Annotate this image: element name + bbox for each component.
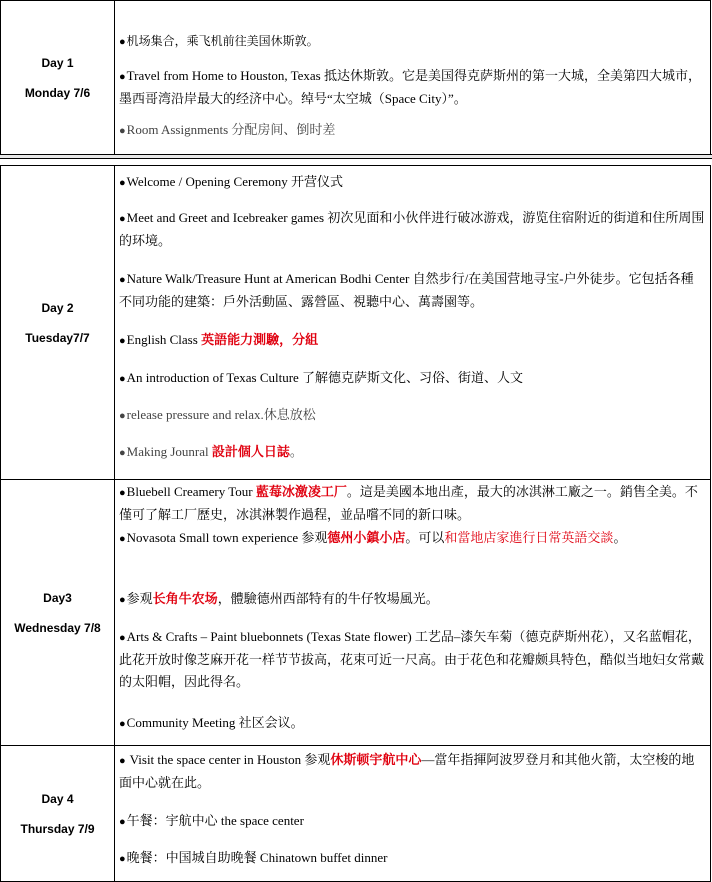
bullet-icon: ● — [119, 755, 126, 767]
bullet-icon: ● — [119, 487, 126, 499]
bullet-icon: ● — [119, 447, 126, 459]
day-cell — [1, 746, 115, 881]
bullet-icon: ● — [119, 125, 126, 137]
activity-item: ●Bluebell Creamery Tour 藍莓冰激凌工厂。這是美國本地出產，最大的冰淇淋工廠之一。銷售全美。不僅可了解工厂歷史，冰淇淋製作過程，並品嚐不同的新口味。 — [119, 484, 698, 522]
day-date: Tuesday7/7 — [25, 330, 90, 345]
bullet-icon: ● — [119, 213, 126, 225]
day-label: Day 1 — [41, 55, 74, 70]
activity-item: ●Arts & Crafts – Paint bluebonnets (Texas State flower) 工艺品–漆矢车菊（德克萨斯州花），又名蓝帽花，此花开放时像芝麻开花一样节节拔高，花束可近一尺高。由于花色和花瓣颇具特色，酷似当地妇女常戴的太阳帽，因此得名。 — [119, 629, 705, 689]
activity-item: ●Travel from Home to Houston, Texas 抵达休斯敦。它是美国得克萨斯州的第一大城，全美第四大城市，墨西哥湾沿岸最大的经济中心。绰号“太空城（Space City）”。 — [119, 68, 701, 106]
activity-item: ●Meet and Greet and Icebreaker games 初次见面和小伙伴进行破冰游戏，游览住宿附近的街道和住所周围的环境。 — [119, 210, 705, 248]
day-cell — [1, 1, 115, 154]
day-cell — [1, 166, 115, 479]
activity-item: ●晚餐：中国城自助晚餐 Chinatown buffet dinner — [119, 850, 388, 865]
activity-item: ●English Class 英語能力測驗，分組 — [119, 332, 319, 347]
activity-item: ● Visit the space center in Houston 参观休斯顿宇航中心—當年指揮阿波罗登月和其他火箭，太空梭的地面中心就在此。 — [119, 752, 695, 790]
activity-item: ●Novasota Small town experience 参观德州小鎮小店。可以和當地店家進行日常英語交談。 — [119, 530, 627, 545]
day-row-1 — [0, 0, 711, 155]
day-row-3 — [0, 479, 711, 746]
activity-item: ●release pressure and relax.休息放松 — [119, 407, 316, 422]
bullet-icon: ● — [119, 533, 126, 545]
bullet-icon: ● — [119, 632, 126, 644]
activity-item: ●机场集合，乘飞机前往美国休斯敦。 — [119, 34, 319, 48]
day-label: Day3 — [43, 590, 72, 605]
day-label: Day 2 — [41, 300, 74, 315]
activity-item: ●午餐：宇航中心 the space center — [119, 813, 304, 828]
bullet-icon: ● — [119, 274, 126, 286]
activity-item: ●Welcome / Opening Ceremony 开营仪式 — [119, 174, 343, 189]
activity-item: ●An introduction of Texas Culture 了解德克萨斯文化、习俗、街道、人文 — [119, 370, 524, 385]
bullet-icon: ● — [119, 594, 126, 606]
bullet-icon: ● — [119, 177, 126, 189]
bullet-icon: ● — [119, 816, 126, 828]
bullet-icon: ● — [119, 373, 126, 385]
day-row-2 — [0, 165, 711, 480]
day-label: Day 4 — [41, 791, 74, 806]
activity-item: ●Community Meeting 社区会议。 — [119, 715, 304, 730]
day-cell — [1, 480, 115, 745]
day-date: Thursday 7/9 — [20, 821, 95, 836]
bullet-icon: ● — [119, 36, 126, 48]
activity-item: ●参观长角牛农场，體驗德州西部特有的牛仔牧場風光。 — [119, 591, 439, 606]
bullet-icon: ● — [119, 718, 126, 730]
day-date: Monday 7/6 — [24, 85, 91, 100]
activity-item: ●Making Jounral 設計個人日誌。 — [119, 444, 303, 459]
activity-item: ●Room Assignments 分配房间、倒时差 — [119, 122, 336, 137]
table-divider — [0, 154, 712, 159]
bullet-icon: ● — [119, 853, 126, 865]
activity-item: ●Nature Walk/Treasure Hunt at American Bodhi Center 自然步行/在美国营地寻宝-户外徒步。它包括各種不同功能的建築：戶外活動區、露營區、視聽中心、萬壽園等。 — [119, 271, 694, 309]
day-row-4 — [0, 745, 711, 882]
bullet-icon: ● — [119, 71, 126, 83]
bullet-icon: ● — [119, 335, 126, 347]
bullet-icon: ● — [119, 410, 126, 422]
day-date: Wednesday 7/8 — [14, 620, 101, 635]
